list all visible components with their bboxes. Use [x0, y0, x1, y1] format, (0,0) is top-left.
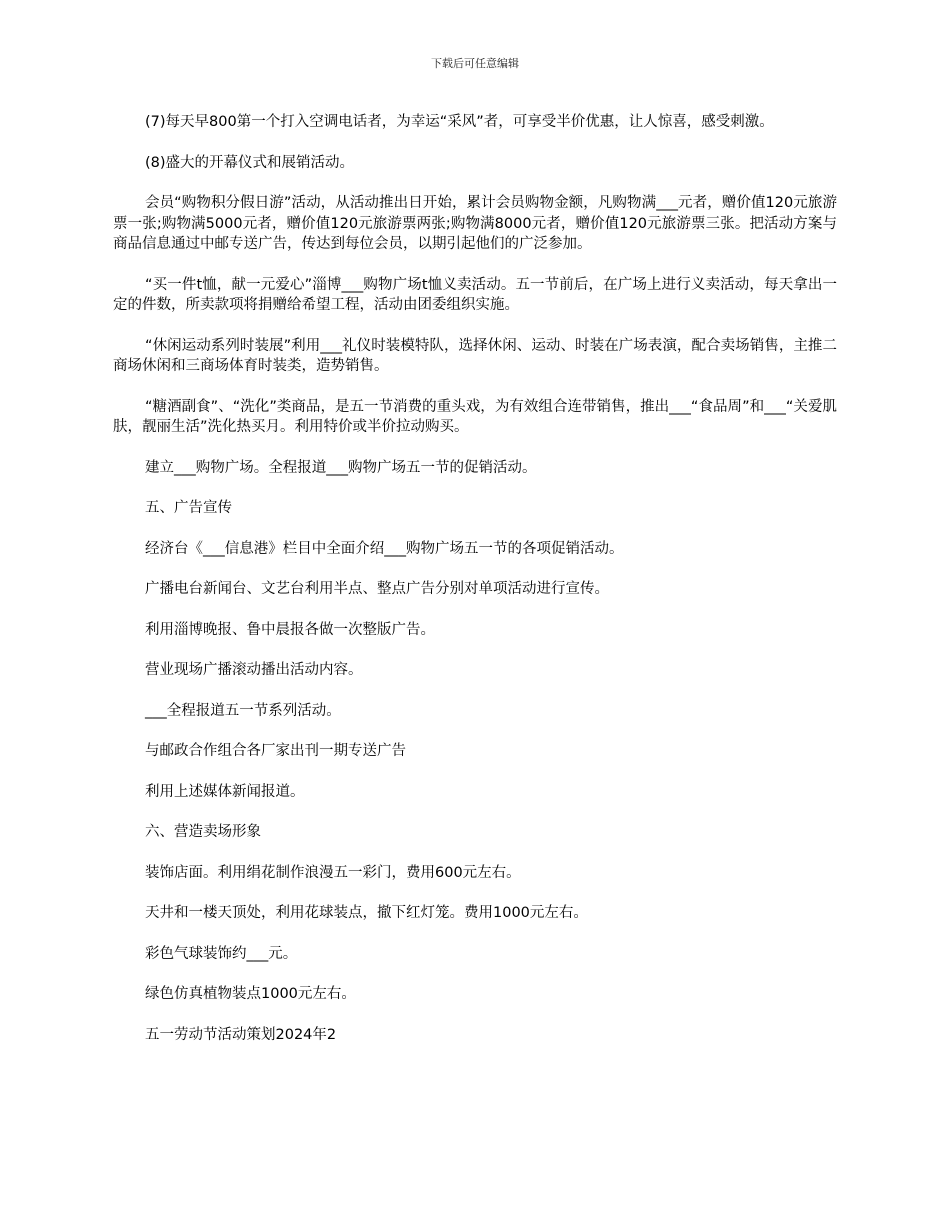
paragraph-atrium: 天井和一楼天顶处，利用花球装点，撤下红灯笼。费用1000元左右。 — [145, 905, 588, 921]
paragraph-plants: 绿色仿真植物装点1000元左右。 — [145, 986, 356, 1002]
paragraph-radio: 广播电台新闻台、文艺台利用半点、整点广告分别对单项活动进行宣传。 — [145, 581, 609, 597]
section-heading-store-image: 六、营造卖场形象 — [145, 824, 261, 840]
paragraph-member-points: 会员“购物积分假日游”活动，从活动推出日开始，累计会员购物金额，凡购物满___元者，赠价值120元旅游票一张;购物满5000元者，赠价值120元旅游票两张;购物满8000元者，赠价值120元旅游票三张。把活动方案与商品信息通过中邮专送广告，传达到每位会员，以期引起他们的广泛参加。 — [113, 195, 837, 252]
paragraph-plan-title: 五一劳动节活动策划2024年2 — [145, 1026, 337, 1043]
paragraph-full-coverage: ___全程报道五一节系列活动。 — [145, 702, 341, 719]
section-heading-advertising: 五、广告宣传 — [145, 500, 232, 516]
paragraph-item-8: (8)盛大的开幕仪式和展销活动。 — [145, 154, 355, 171]
paragraph-food-cosmetics: “糖酒副食”、“洗化”类商品，是五一节消费的重头戏，为有效组合连带销售，推出___“食品周”和___“关爱肌肤，靓丽生活”洗化热买月。利用特价或半价拉动购买。 — [113, 398, 837, 435]
paragraph-economic-channel: 经济台《___信息港》栏目中全面介绍___购物广场五一节的各项促销活动。 — [145, 540, 624, 557]
paragraph-balloons: 彩色气球装饰约___元。 — [145, 945, 298, 962]
paragraph-storefront: 装饰店面。利用绢花制作浪漫五一彩门，费用600元左右。 — [145, 864, 521, 881]
paragraph-tshirt-charity: “买一件t恤，献一元爱心”淄博___购物广场t恤义卖活动。五一节前后，在广场上进行义卖活动，每天拿出一定的件数，所卖款项将捐赠给希望工程，活动由团委组织实施。 — [113, 276, 837, 313]
paragraph-item-7: (7)每天早800第一个打入空调电话者，为幸运“采风”者，可享受半价优惠，让人惊喜，感受刺激。 — [145, 114, 774, 130]
paragraph-onsite-broadcast: 营业现场广播滚动播出活动内容。 — [145, 662, 363, 678]
paragraph-media-news: 利用上述媒体新闻报道。 — [145, 783, 305, 800]
paragraph-fashion-show: “休闲运动系列时装展”利用___礼仪时装模特队，选择休闲、运动、时装在广场表演，配合卖场销售，主推二商场休闲和三商场体育时装类，造势销售。 — [113, 337, 837, 374]
paragraph-newspaper: 利用淄博晚报、鲁中晨报各做一次整版广告。 — [145, 621, 435, 638]
document-body — [113, 112, 837, 1065]
page-header: 下载后可任意编辑 — [431, 57, 519, 70]
paragraph-establish: 建立___购物广场。全程报道___购物广场五一节的促销活动。 — [145, 459, 537, 476]
paragraph-postal: 与邮政合作组合各厂家出刊一期专送广告 — [145, 743, 406, 759]
